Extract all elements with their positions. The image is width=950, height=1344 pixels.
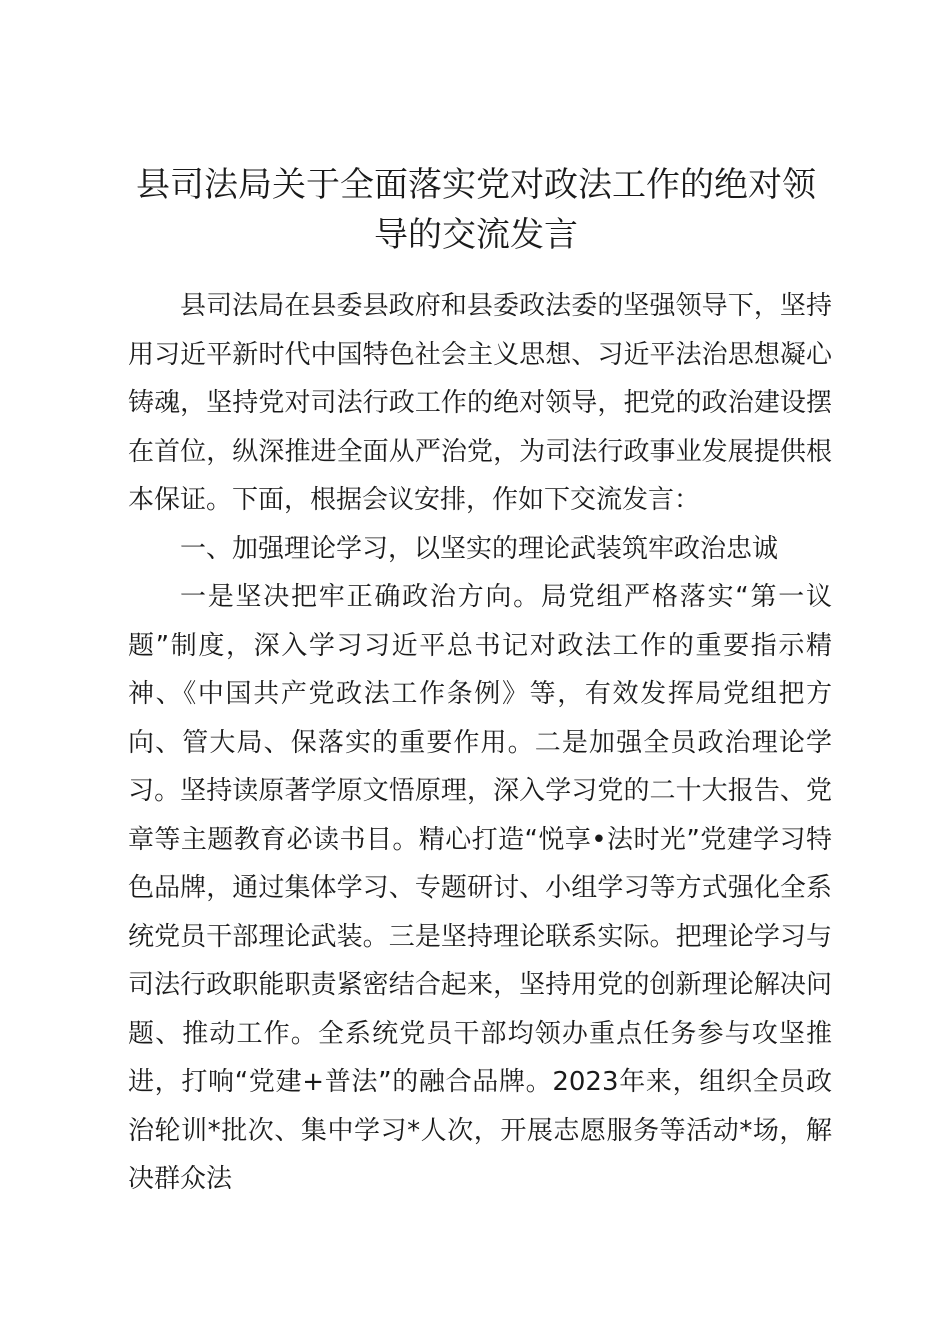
document-body bbox=[128, 282, 832, 1204]
paragraph-intro: 县司法局在县委县政府和县委政法委的坚强领导下，坚持用习近平新时代中国特色社会主义思想、习近平法治思想凝心铸魂，坚持党对司法行政工作的绝对领导，把党的政治建设摆在首位，纵深推进全面从严治党，为司法行政事业发展提供根本保证。下面，根据会议安排，作如下交流发言： bbox=[128, 291, 832, 515]
section-heading-1: 一、加强理论学习，以坚实的理论武装筑牢政治忠诚 bbox=[180, 533, 779, 564]
paragraph-section-1: 一是坚决把牢正确政治方向。局党组严格落实“第一议题”制度，深入学习习近平总书记对政法工作的重要指示精神、《中国共产党政法工作条例》等，有效发挥局党组把方向、管大局、保落实的重要作用。二是加强全员政治理论学习。坚持读原著学原文悟原理，深入学习党的二十大报告、党章等主题教育必读书目。精心打造“悦享•法时光”党建学习特色品牌，通过集体学习、专题研讨、小组学习等方式强化全系统党员干部理论武装。三是坚持理论联系实际。把理论学习与司法行政职能职责紧密结合起来，坚持用党的创新理论解决问题、推动工作。全系统党员干部均领办重点任务参与攻坚推进，打响“党建+普法”的融合品牌。2023年来，组织全员政治轮训*批次、集中学习*人次，开展志愿服务等活动*场，解决群众法 bbox=[128, 582, 832, 1194]
document-title: 县司法局关于全面落实党对政法工作的绝对领导的交流发言 bbox=[136, 165, 816, 255]
